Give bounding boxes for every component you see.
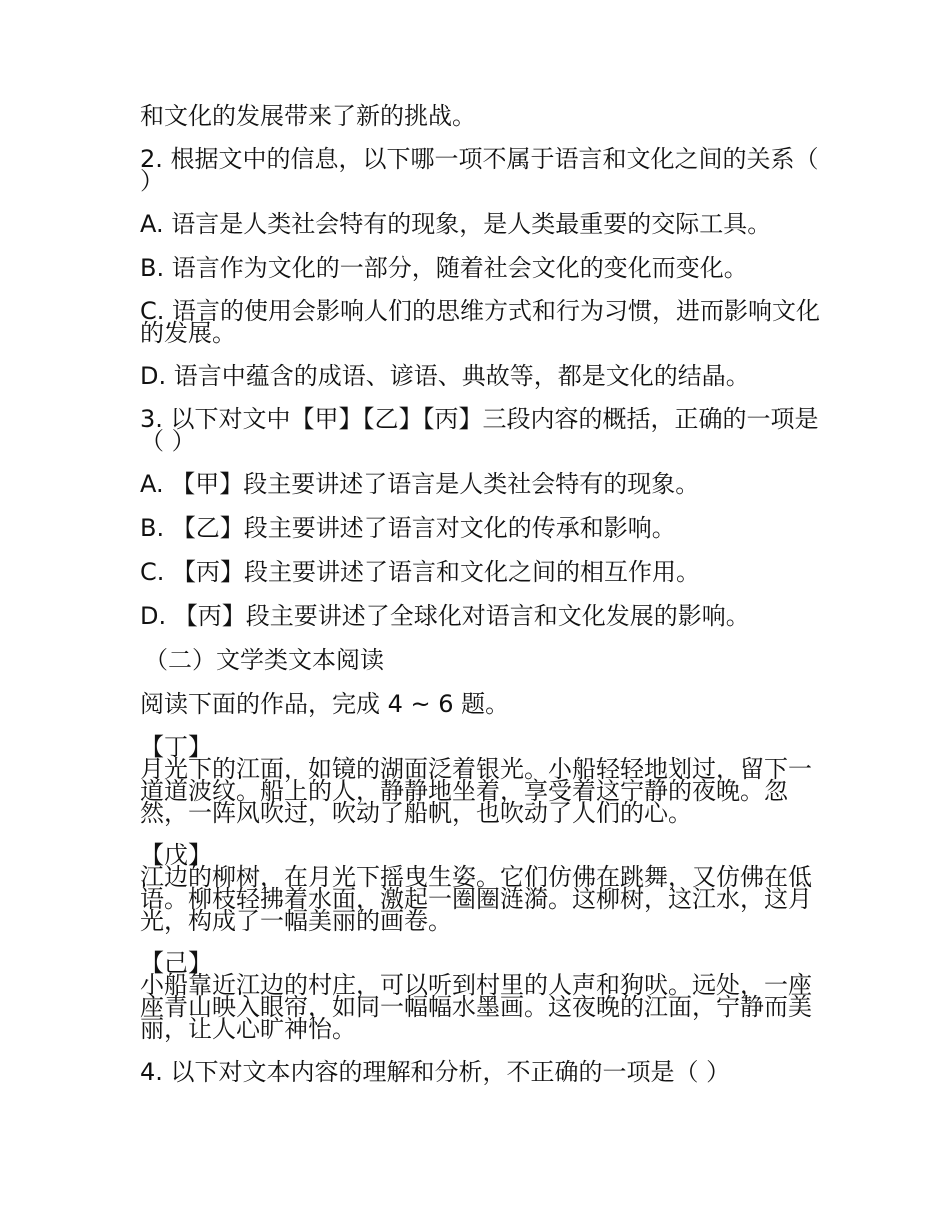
passage-ji-mark: 【己】 xyxy=(140,949,212,977)
passage-ji-text: 小船靠近江边的村庄，可以听到村里的人声和狗吠。远处，一座座青山映入眼帘，如同一幅幅水墨画。这夜晚的江面，宁静而美丽，让人心旷神怡。 xyxy=(140,971,812,1043)
passage-wu-mark: 【戊】 xyxy=(140,841,212,869)
intro-tail-text: 和文化的发展带来了新的挑战。 xyxy=(140,102,476,130)
document-page xyxy=(140,104,820,1104)
question-2 xyxy=(140,145,821,390)
question-2-option-a: A. 语言是人类社会特有的现象，是人类最重要的交际工具。 xyxy=(140,210,772,238)
question-3-option-d: D. 【丙】段主要讲述了全球化对语言和文化发展的影响。 xyxy=(140,602,750,630)
passage-wu xyxy=(140,841,820,935)
question-2-option-c: C. 语言的使用会影响人们的思维方式和行为习惯，进而影响文化的发展。 xyxy=(140,297,821,347)
question-2-stem: 2. 根据文中的信息，以下哪一项不属于语言和文化之间的关系（ ） xyxy=(140,145,819,195)
question-2-option-d: D. 语言中蕴含的成语、谚语、典故等，都是文化的结晶。 xyxy=(140,362,750,390)
question-4-stem: 4. 以下对文本内容的理解和分析，不正确的一项是（ ） xyxy=(140,1058,731,1086)
passage-ding-mark: 【丁】 xyxy=(140,733,212,761)
passage-ding-text: 月光下的江面，如镜的湖面泛着银光。小船轻轻地划过，留下一道道波纹。船上的人，静静地坐着，享受着这宁静的夜晚。忽然，一阵风吹过，吹动了船帆，也吹动了人们的心。 xyxy=(140,755,812,827)
question-2-option-b: B. 语言作为文化的一部分，随着社会文化的变化而变化。 xyxy=(140,254,748,282)
passage-ding xyxy=(140,733,820,827)
question-3-option-c: C. 【丙】段主要讲述了语言和文化之间的相互作用。 xyxy=(140,558,701,586)
section-title: （二）文学类文本阅读 xyxy=(144,646,384,674)
section-instruction: 阅读下面的作品，完成 4 ~ 6 题。 xyxy=(140,690,510,718)
question-3-stem: 3. 以下对文中【甲】【乙】【丙】三段内容的概括，正确的一项是（ ） xyxy=(140,405,819,455)
passage-wu-text: 江边的柳树，在月光下摇曳生姿。它们仿佛在跳舞，又仿佛在低语。柳枝轻拂着水面，激起一圈圈涟漪。这柳树，这江水，这月光，构成了一幅美丽的画卷。 xyxy=(140,863,812,935)
question-3-option-a: A. 【甲】段主要讲述了语言是人类社会特有的现象。 xyxy=(140,470,700,498)
question-3 xyxy=(140,405,820,630)
question-3-option-b: B. 【乙】段主要讲述了语言对文化的传承和影响。 xyxy=(140,514,676,542)
passage-ji xyxy=(140,949,820,1043)
